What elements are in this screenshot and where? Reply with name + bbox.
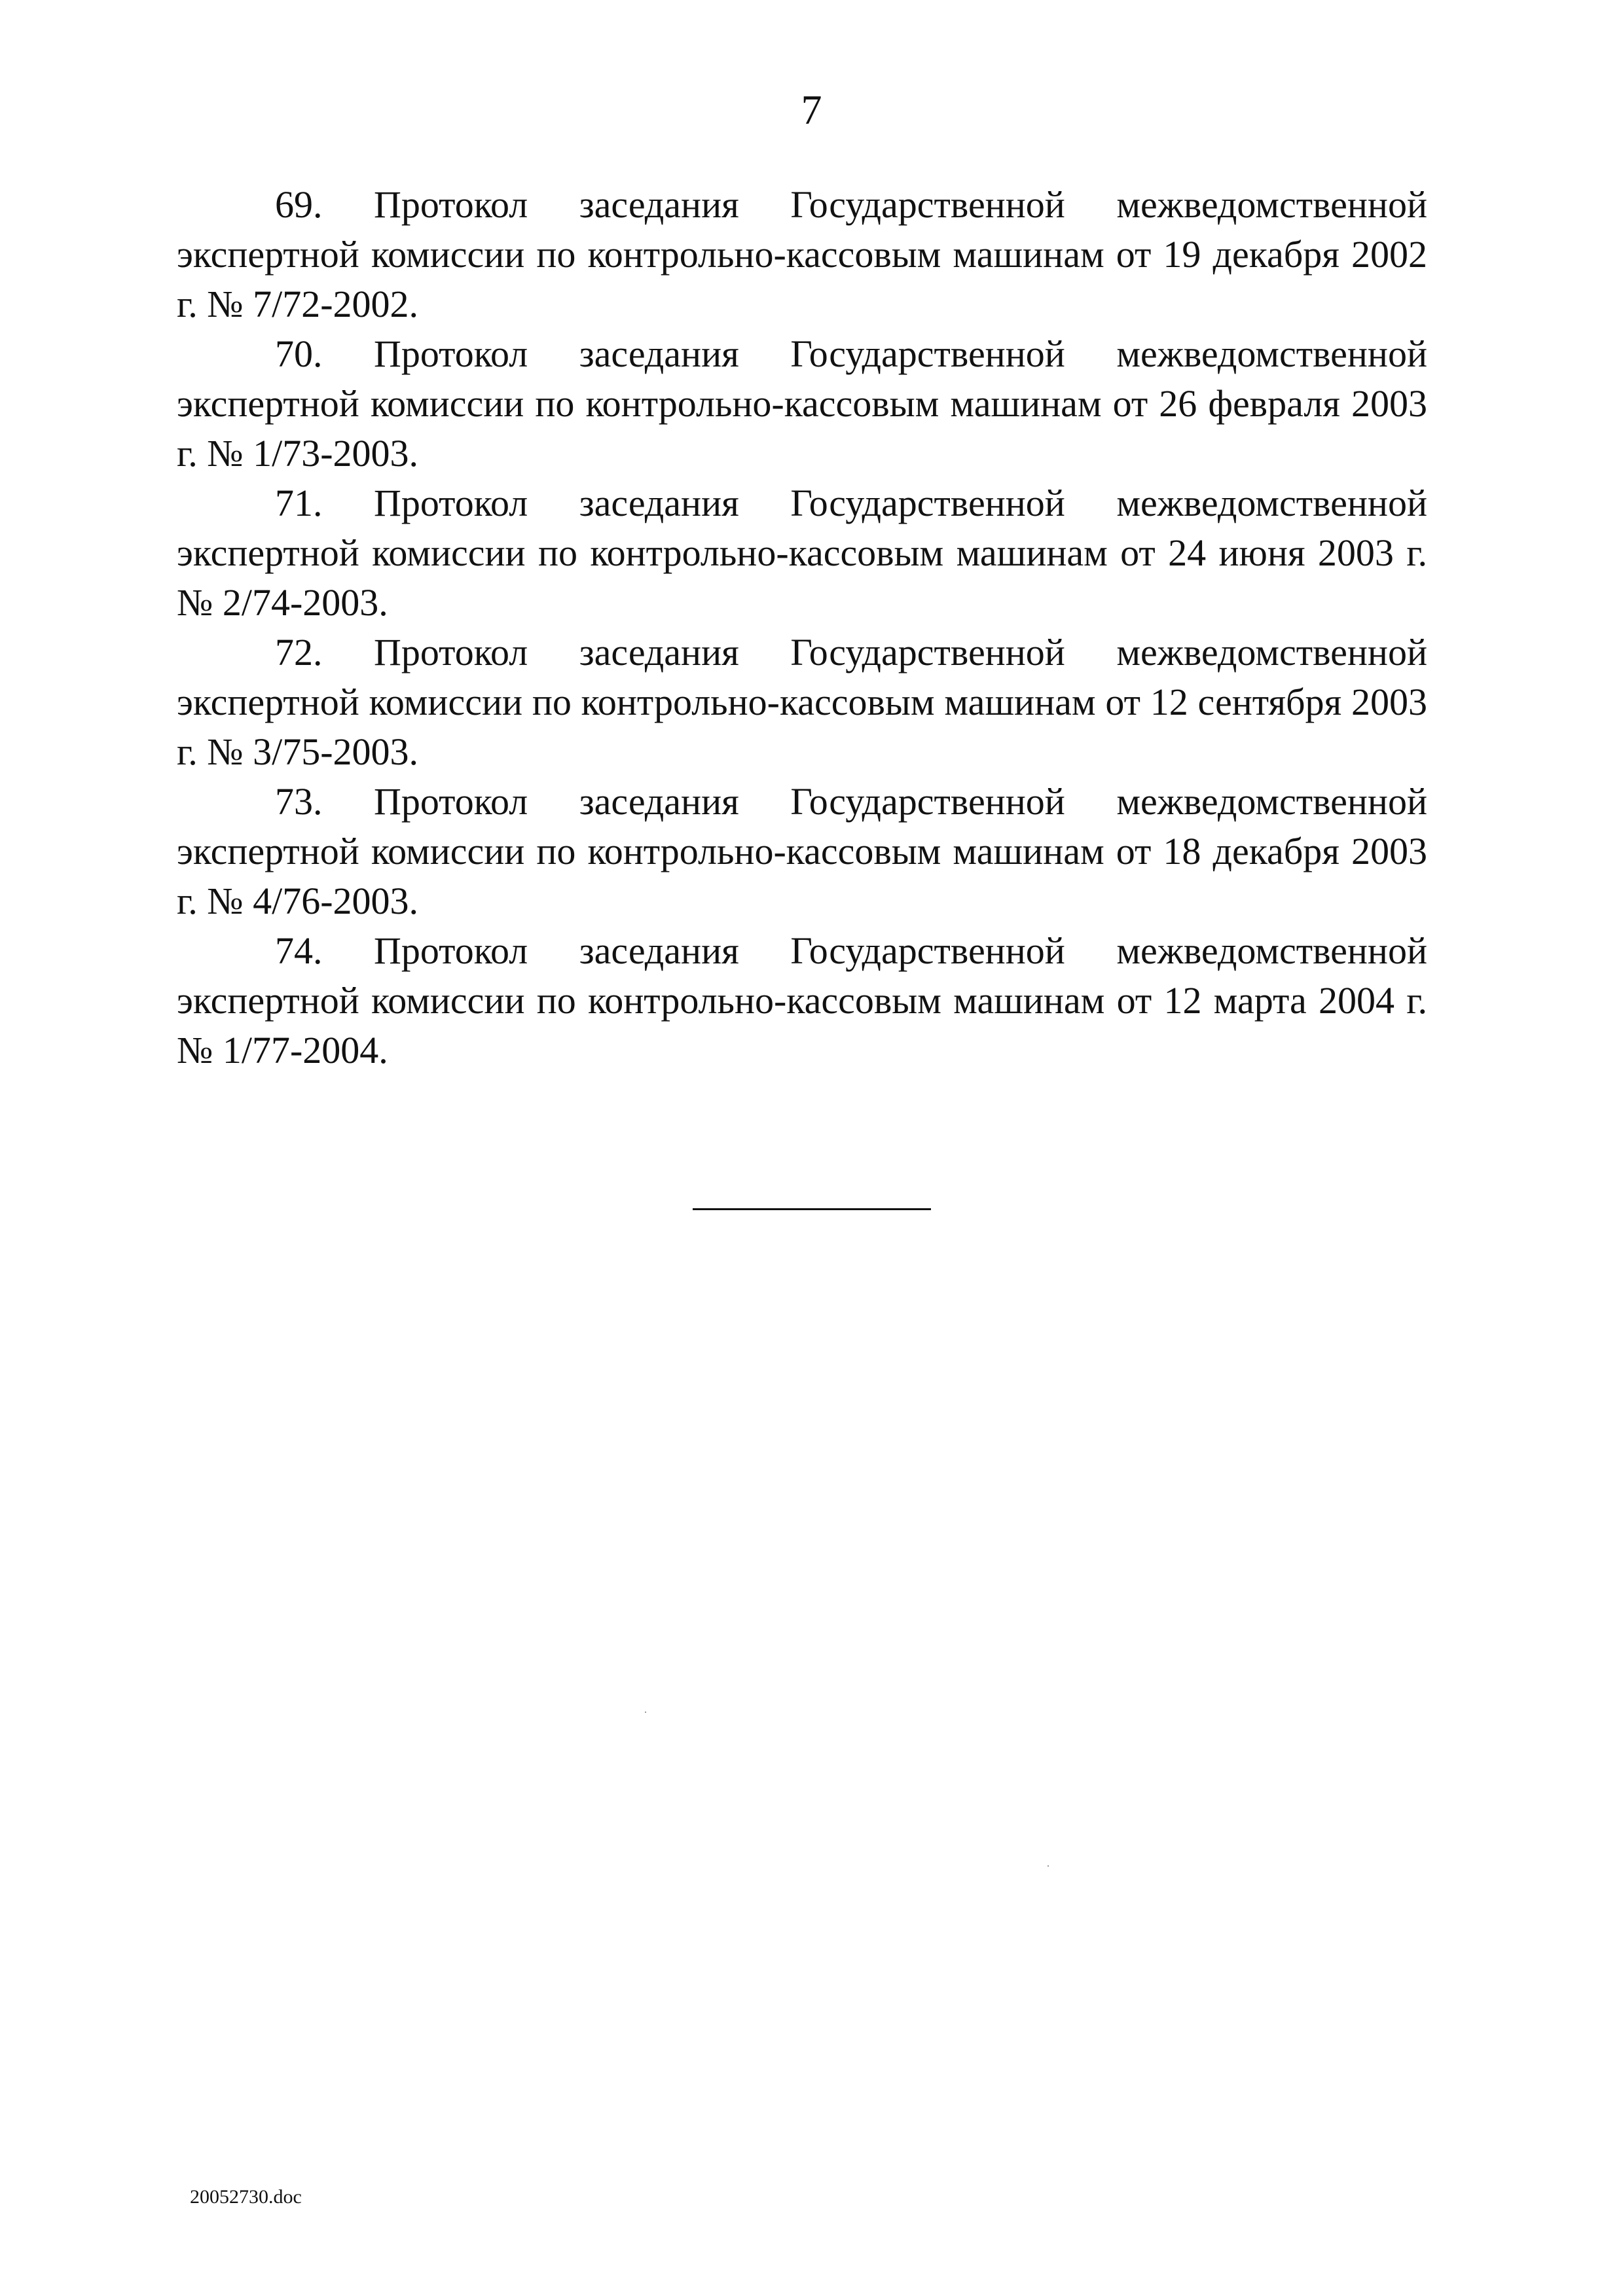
item-number: 74.	[275, 929, 323, 972]
footer-filename: 20052730.doc	[190, 2186, 302, 2208]
item-text: Протокол заседания Государственной межведомственной экспертной комиссии по контрольно-кассовым машинам от 24 июня 2003 г. № 2/74-2003.	[177, 482, 1427, 624]
list-item	[177, 478, 1427, 628]
item-text: Протокол заседания Государственной межведомственной экспертной комиссии по контрольно-кассовым машинам от 12 сентября 2003 г. № 3/75-2003.	[177, 631, 1427, 773]
item-number: 73.	[275, 780, 323, 823]
page-number: 7	[801, 86, 822, 133]
list-item	[177, 628, 1427, 777]
item-text: Протокол заседания Государственной межведомственной экспертной комиссии по контрольно-кассовым машинам от 19 декабря 2002 г. № 7/72-2002.	[177, 183, 1427, 325]
scan-speck	[645, 1712, 646, 1713]
item-number: 71.	[275, 482, 323, 524]
item-text: Протокол заседания Государственной межведомственной экспертной комиссии по контрольно-кассовым машинам от 26 февраля 2003 г. № 1/73-2003.	[177, 332, 1427, 475]
item-text: Протокол заседания Государственной межведомственной экспертной комиссии по контрольно-кассовым машинам от 18 декабря 2003 г. № 4/76-2003.	[177, 780, 1427, 922]
list-item	[177, 180, 1427, 329]
list-item	[177, 926, 1427, 1075]
item-number: 69.	[275, 183, 323, 226]
list-item	[177, 329, 1427, 478]
scan-speck	[1048, 1865, 1049, 1867]
item-text: Протокол заседания Государственной межведомственной экспертной комиссии по контрольно-кассовым машинам от 12 марта 2004 г. № 1/77-2004.	[177, 929, 1427, 1071]
document-body	[177, 180, 1427, 1075]
item-number: 70.	[275, 332, 323, 375]
end-divider	[693, 1208, 931, 1210]
list-item	[177, 777, 1427, 926]
item-number: 72.	[275, 631, 323, 673]
